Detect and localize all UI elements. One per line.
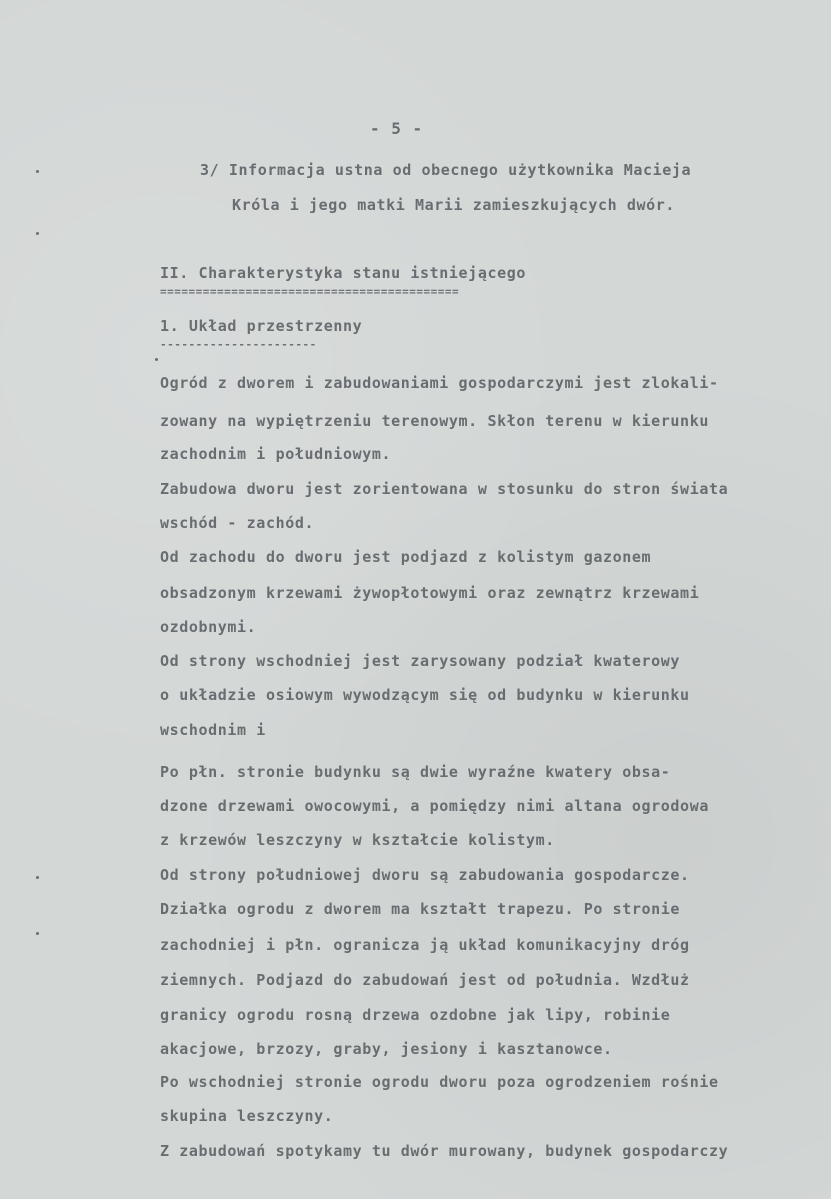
body-line: Ogród z dworem i zabudowaniami gospodarczymi jest zlokali- bbox=[160, 374, 719, 392]
body-line: Z zabudowań spotykamy tu dwór murowany, budynek gospodarczy bbox=[160, 1142, 729, 1160]
body-line: Od strony wschodniej jest zarysowany podział kwaterowy bbox=[160, 652, 681, 670]
body-line: ziemnych. Podjazd do zabudowań jest od południa. Wzdłuż bbox=[160, 971, 690, 989]
body-line: ozdobnymi. bbox=[160, 618, 257, 636]
subsection-underline: ---------------------- bbox=[160, 339, 317, 350]
body-line: wschodnim i bbox=[160, 721, 266, 739]
body-line: granicy ogrodu rosną drzewa ozdobne jak lipy, robinie bbox=[160, 1006, 671, 1024]
punch-hole-mark bbox=[36, 932, 39, 935]
body-line: o układzie osiowym wywodzącym się od budynku w kierunku bbox=[160, 686, 690, 704]
body-line: wschód - zachód. bbox=[160, 514, 315, 532]
page-number: - 5 - bbox=[370, 119, 424, 138]
section-underline: ========================================== bbox=[160, 286, 460, 297]
source-line: 3/ Informacja ustna od obecnego użytkownika Macieja bbox=[200, 161, 692, 179]
punch-hole-mark bbox=[36, 232, 39, 235]
punch-hole-mark bbox=[36, 170, 39, 173]
source-line: Króla i jego matki Marii zamieszkujących dwór. bbox=[232, 196, 676, 214]
section-title: II. Charakterystyka stanu istniejącego bbox=[160, 264, 526, 282]
body-line: zachodnim i południowym. bbox=[160, 445, 392, 463]
subsection-title: 1. Układ przestrzenny bbox=[160, 317, 363, 335]
body-line: Po płn. stronie budynku są dwie wyraźne kwatery obsa- bbox=[160, 763, 671, 781]
body-line: zowany na wypiętrzeniu terenowym. Skłon terenu w kierunku bbox=[160, 412, 709, 430]
body-line: akacjowe, brzozy, graby, jesiony i kasztanowce. bbox=[160, 1040, 613, 1058]
body-line: z krzewów leszczyny w kształcie kolistym. bbox=[160, 831, 555, 849]
punch-hole-mark bbox=[36, 876, 39, 879]
body-line: Zabudowa dworu jest zorientowana w stosunku do stron świata bbox=[160, 480, 729, 498]
body-line: skupina leszczyny. bbox=[160, 1107, 334, 1125]
body-line: zachodniej i płn. ogranicza ją układ komunikacyjny dróg bbox=[160, 936, 690, 954]
body-line: Działka ogrodu z dworem ma kształt trapezu. Po stronie bbox=[160, 900, 681, 918]
body-line: dzone drzewami owocowymi, a pomiędzy nimi altana ogrodowa bbox=[160, 797, 709, 815]
body-line: obsadzonym krzewami żywopłotowymi oraz zewnątrz krzewami bbox=[160, 584, 700, 602]
body-line: Po wschodniej stronie ogrodu dworu poza ogrodzeniem rośnie bbox=[160, 1073, 719, 1091]
body-line: Od strony południowej dworu są zabudowania gospodarcze. bbox=[160, 866, 690, 884]
body-line: Od zachodu do dworu jest podjazd z kolistym gazonem bbox=[160, 548, 652, 566]
punch-hole-mark bbox=[155, 358, 158, 361]
